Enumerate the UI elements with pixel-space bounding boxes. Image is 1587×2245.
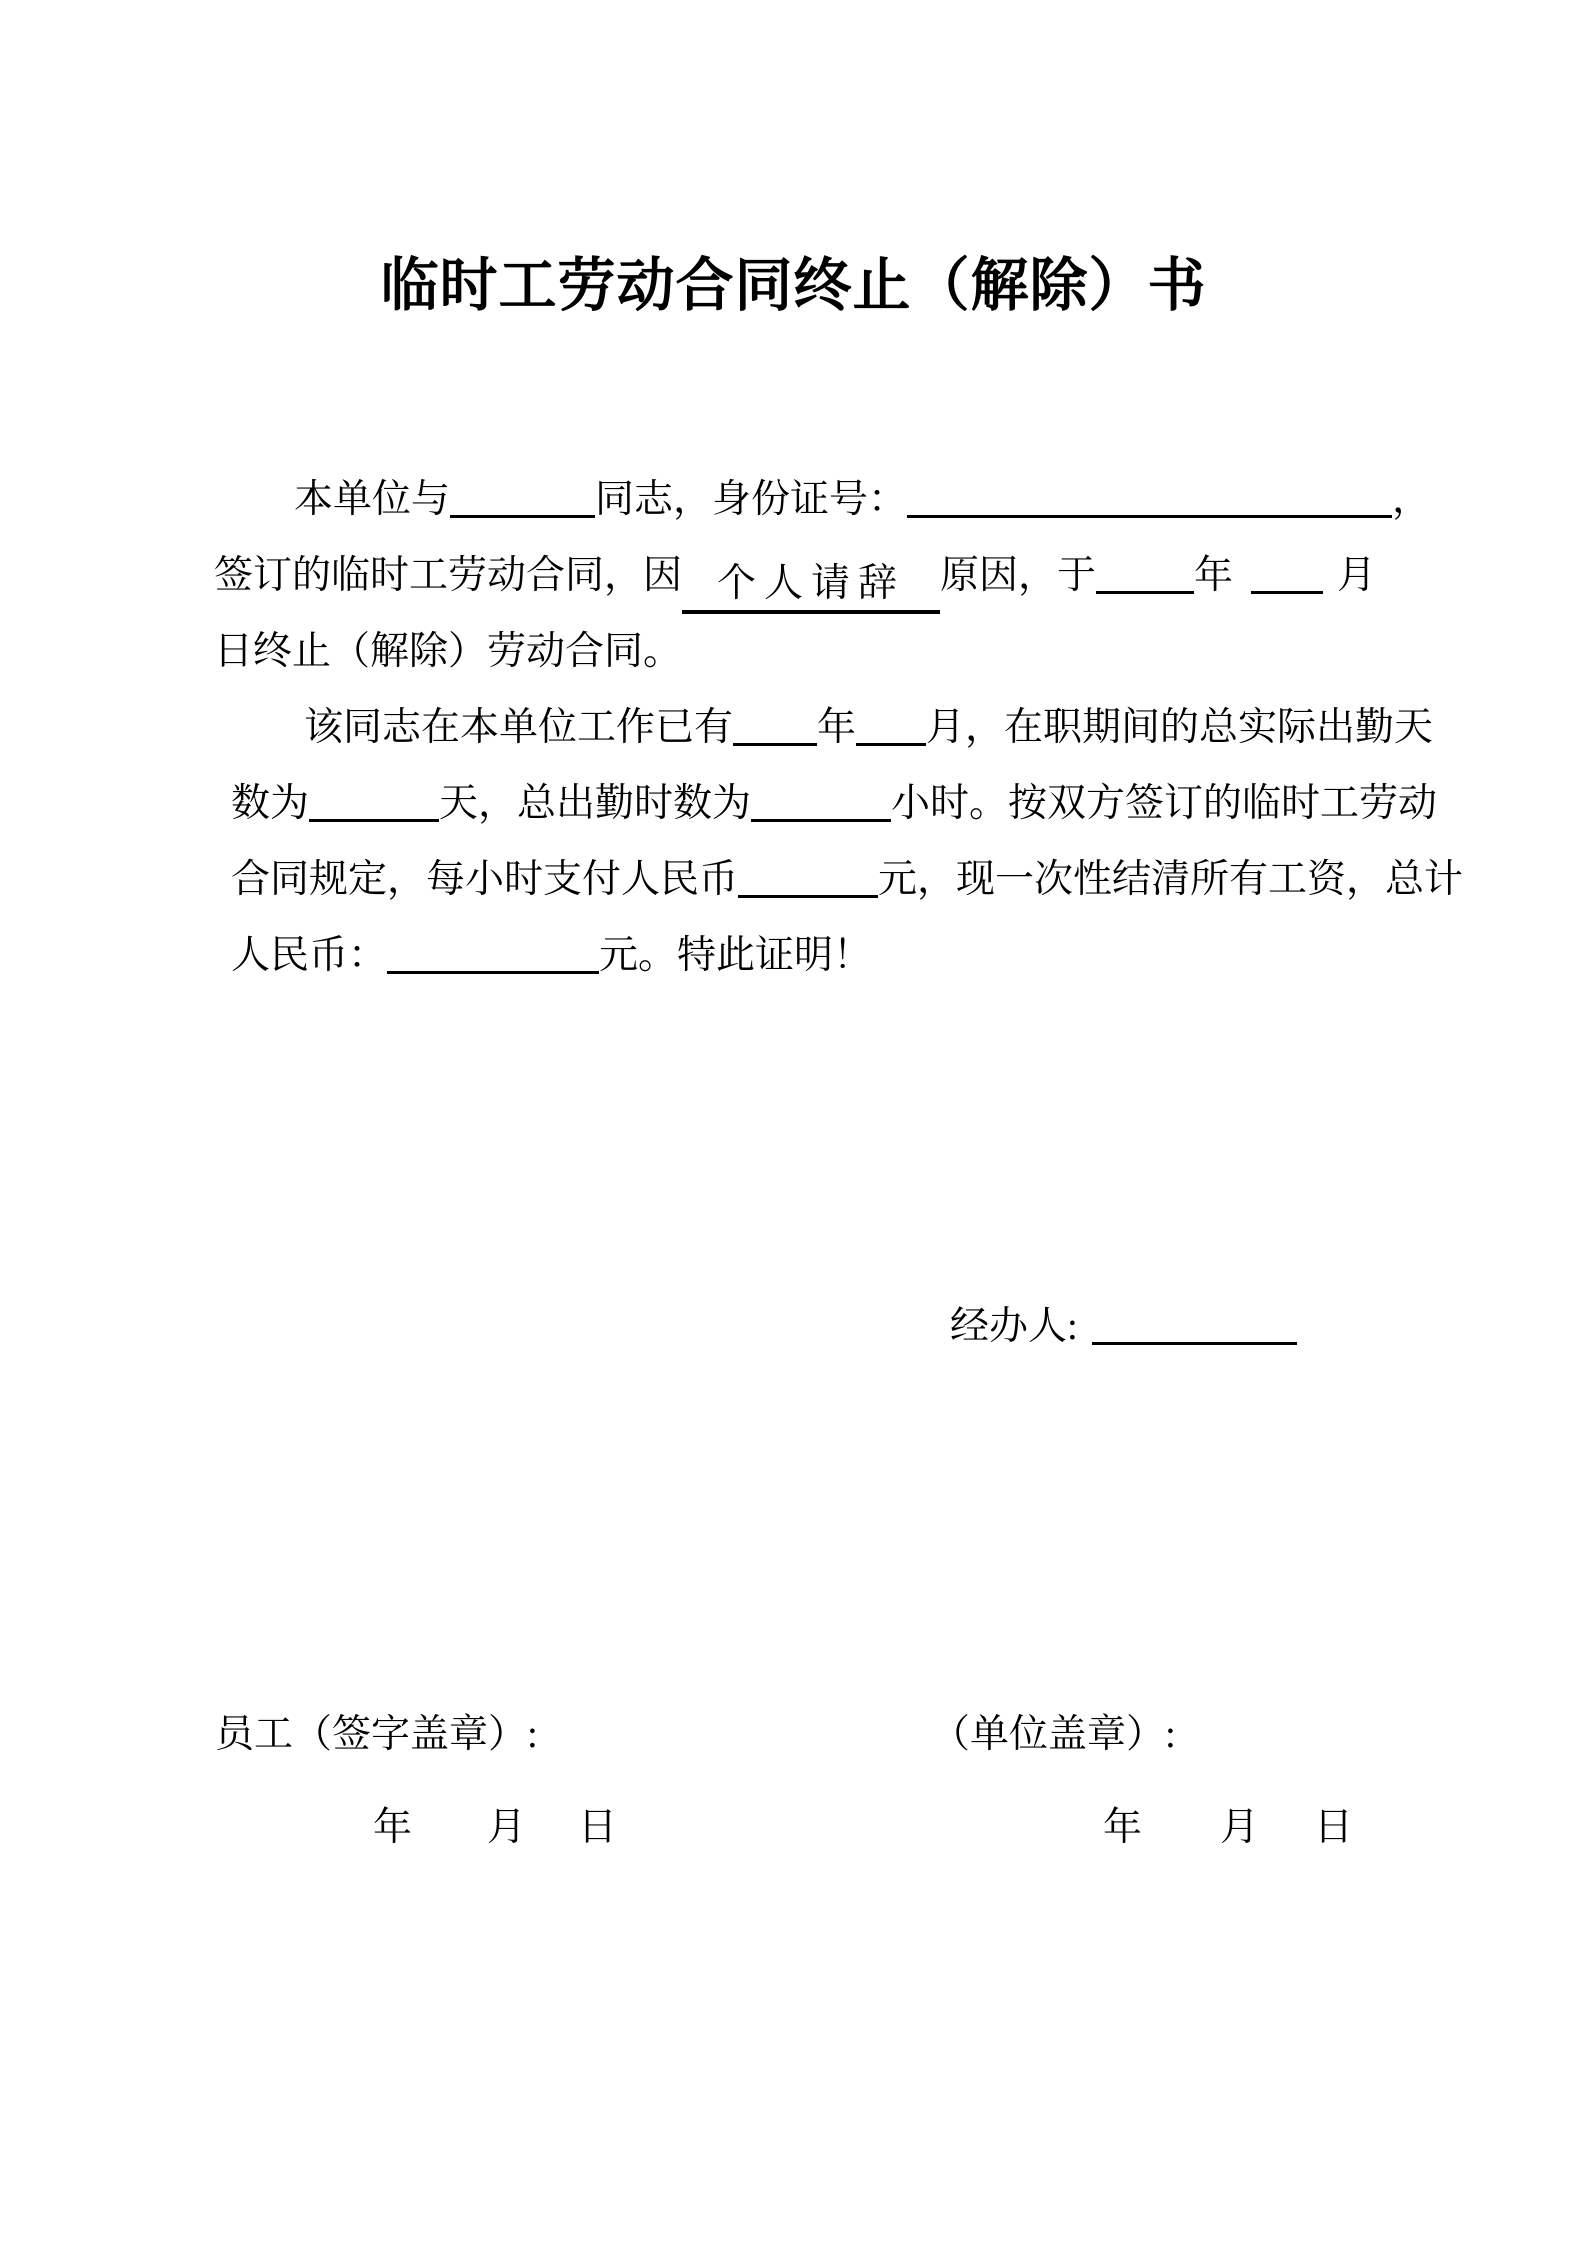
- signature-row: [0, 1697, 1587, 1773]
- p1-l2-year-label: 年: [1194, 554, 1234, 597]
- p2-l1-text2: 月，在职期间的总实际出勤天: [926, 706, 1434, 749]
- p1-l2-month-label: 月: [1337, 554, 1377, 597]
- company-date-group: [1103, 1790, 1353, 1866]
- employee-date-group: [373, 1790, 617, 1866]
- document-title: 临时工劳动合同终止（解除）书: [380, 253, 1207, 318]
- handler-line: [950, 1289, 1297, 1365]
- p2-line3: [231, 842, 1464, 918]
- blank-worked-years: [733, 701, 817, 746]
- p1-l1-text2: 同志，身份证号：: [595, 478, 908, 521]
- p2-line2: [231, 766, 1454, 842]
- p2-line1: [231, 690, 1454, 766]
- date-day-label: 日: [1314, 1806, 1354, 1849]
- employee-signature-label: 员工（签字盖章）:: [215, 1713, 538, 1756]
- p2-l2-text2: 天，总出勤时数为: [439, 782, 752, 825]
- p1-l1-text1: 本单位与: [294, 478, 451, 521]
- blank-termination-month: [1251, 549, 1323, 594]
- p2-l2-text1: 数为: [231, 782, 310, 825]
- date-year-label: 年: [1103, 1806, 1143, 1849]
- blank-id-number: [907, 473, 1392, 518]
- p2-l3-text2: 元，现一次性结清所有工资，总计: [878, 858, 1464, 901]
- p2-line4: [231, 918, 1454, 994]
- date-year-label: 年: [373, 1806, 413, 1849]
- p1-l2-text1: 签订的临时工劳动合同，因: [214, 554, 683, 597]
- blank-employee-name: [450, 473, 595, 518]
- date-month-label: 月: [487, 1806, 527, 1849]
- p2-l4-text2: 元。特此证明！: [599, 934, 873, 977]
- blank-total-hours: [751, 777, 891, 822]
- handler-label: 经办人:: [950, 1305, 1078, 1348]
- blank-worked-months: [856, 701, 926, 746]
- date-row: [0, 1790, 1587, 1866]
- p1-l2-text2: 原因，于: [940, 554, 1097, 597]
- company-seal-label: （单位盖章）:: [931, 1713, 1176, 1756]
- blank-total-amount: [387, 929, 599, 974]
- p1-line1: [214, 462, 1454, 538]
- blank-handler-name: [1092, 1300, 1297, 1345]
- date-day-label: 日: [578, 1806, 618, 1849]
- p2-l4-text1: 人民币：: [231, 934, 388, 977]
- date-month-label: 月: [1220, 1806, 1260, 1849]
- blank-attendance-days: [309, 777, 439, 822]
- blank-reason: 个人请辞: [682, 558, 940, 614]
- p2-l3-text1: 合同规定，每小时支付人民币: [231, 858, 739, 901]
- p1-line2: [214, 538, 1454, 614]
- p2-l2-text3: 小时。按双方签订的临时工劳动: [891, 782, 1438, 825]
- blank-termination-year: [1096, 549, 1194, 594]
- p2-l1-year-label: 年: [817, 706, 857, 749]
- blank-hourly-rate: [738, 853, 878, 898]
- p1-l3-text1: 日终止（解除）劳动合同。: [214, 630, 683, 673]
- document-body: [214, 462, 1464, 994]
- p1-l1-text3: ，: [1392, 478, 1432, 521]
- p1-line3: [214, 614, 1454, 690]
- p2-l1-text1: 该同志在本单位工作已有: [304, 706, 734, 749]
